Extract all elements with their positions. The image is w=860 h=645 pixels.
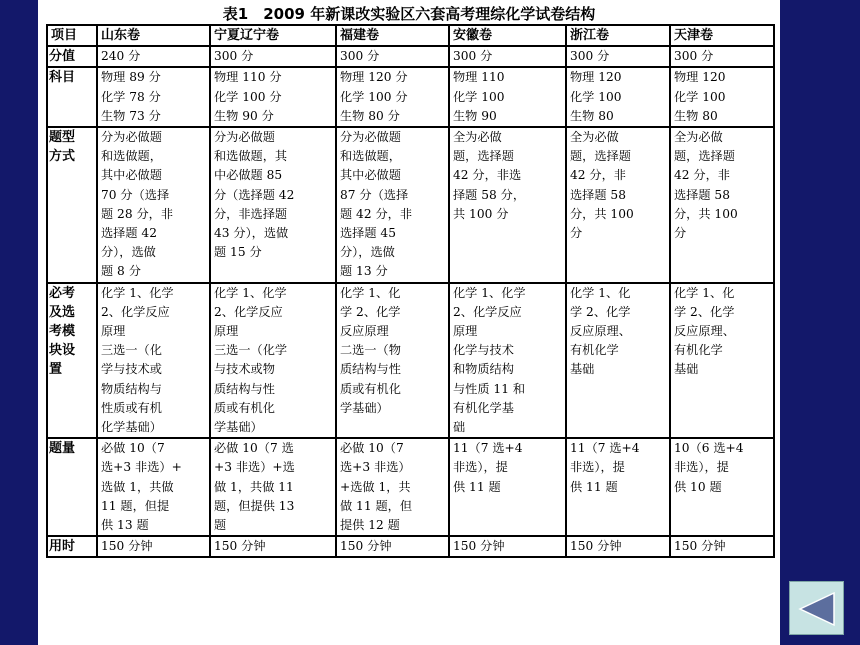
table-cell: 化学 1、化 学 2、化学 反应原理、 有机化学 基础 [670,283,774,439]
table-cell: 150 分钟 [336,536,449,557]
table-cell: 分为必做题 和选做题， 其中必做题 87 分（选择 题 42 分，非 选择题 45 分），选做 题 13 分 [336,127,449,283]
table-cell: 物理 120 分 化学 100 分 生物 80 分 [336,67,449,127]
header-cell: 天津卷 [670,25,774,46]
header-cell: 福建卷 [336,25,449,46]
table-cell: 化学 1、化 学 2、化学 反应原理、 有机化学 基础 [566,283,670,439]
table-cell: 物理 110 分 化学 100 分 生物 90 分 [210,67,336,127]
table-cell: 150 分钟 [449,536,566,557]
table-cell: 必做 10（7 选+3 非选） +选做 1，共 做 11 题，但 提供 12 题 [336,438,449,536]
table-cell: 150 分钟 [670,536,774,557]
header-cell: 项目 [47,25,97,46]
table-cell: 11（7 选+4 非选），提 供 11 题 [449,438,566,536]
table-row [47,46,774,67]
row-header: 用时 [47,536,97,557]
table-cell: 150 分钟 [566,536,670,557]
table-cell: 物理 120 化学 100 生物 80 [670,67,774,127]
table-row [47,283,774,439]
table-title: 表1 2009 年新课改实验区六套高考理综化学试卷结构 [222,5,596,23]
table-cell: 300 分 [670,46,774,67]
table-cell: 300 分 [566,46,670,67]
header-cell: 宁夏辽宁卷 [210,25,336,46]
table-cell: 240 分 [97,46,210,67]
table-cell: 全为必做 题，选择题 42 分，非 选择题 58 分，共 100 分 [566,127,670,283]
table-cell: 分为必做题 和选做题， 其中必做题 70 分（选择 题 28 分，非 选择题 42 分），选做 题 8 分 [97,127,210,283]
table-cell: 300 分 [449,46,566,67]
table-row [47,67,774,127]
row-header: 分值 [47,46,97,67]
table-cell: 150 分钟 [210,536,336,557]
table-cell: 必做 10（7 选+3 非选）+ 选做 1，共做 11 题，但提 供 13 题 [97,438,210,536]
row-header: 题量 [47,438,97,536]
comparison-table [46,24,775,558]
table-cell: 物理 89 分 化学 78 分 生物 73 分 [97,67,210,127]
header-cell: 安徽卷 [449,25,566,46]
triangle-left-icon [797,590,837,628]
table-cell: 必做 10（7 选 +3 非选）+选 做 1，共做 11 题，但提供 13 题 [210,438,336,536]
table-row [47,536,774,557]
table-cell: 150 分钟 [97,536,210,557]
row-header: 科目 [47,67,97,127]
table-cell: 10（6 选+4 非选），提 供 10 题 [670,438,774,536]
table-cell: 300 分 [210,46,336,67]
header-cell: 浙江卷 [566,25,670,46]
table-cell: 全为必做 题，选择题 42 分，非选 择题 58 分， 共 100 分 [449,127,566,283]
table-cell: 11（7 选+4 非选），提 供 11 题 [566,438,670,536]
table-cell: 物理 110 化学 100 生物 90 [449,67,566,127]
table-cell: 化学 1、化学 2、化学反应 原理 三选一（化学 与技术或物 质结构与性 质或有机化 学基础） [210,283,336,439]
table-cell: 化学 1、化学 2、化学反应 原理 三选一（化 学与技术或 物质结构与 性质或有机 化学基础） [97,283,210,439]
table-cell: 化学 1、化 学 2、化学 反应原理 二选一（物 质结构与性 质或有机化 学基础） [336,283,449,439]
row-header: 必考 及选 考模 块设 置 [47,283,97,439]
row-header: 题型 方式 [47,127,97,283]
table-cell: 分为必做题 和选做题，其 中必做题 85 分（选择题 42 分，非选择题 43 分），选做 题 15 分 [210,127,336,283]
header-cell: 山东卷 [97,25,210,46]
header-row [47,25,774,46]
table-row [47,438,774,536]
back-button[interactable] [789,581,844,635]
table-cell: 300 分 [336,46,449,67]
table-cell: 全为必做 题，选择题 42 分，非 选择题 58 分，共 100 分 [670,127,774,283]
table-row [47,127,774,283]
document-page [38,0,780,645]
table-cell: 化学 1、化学 2、化学反应 原理 化学与技术 和物质结构 与性质 11 和 有机化学基 础 [449,283,566,439]
table-cell: 物理 120 化学 100 生物 80 [566,67,670,127]
